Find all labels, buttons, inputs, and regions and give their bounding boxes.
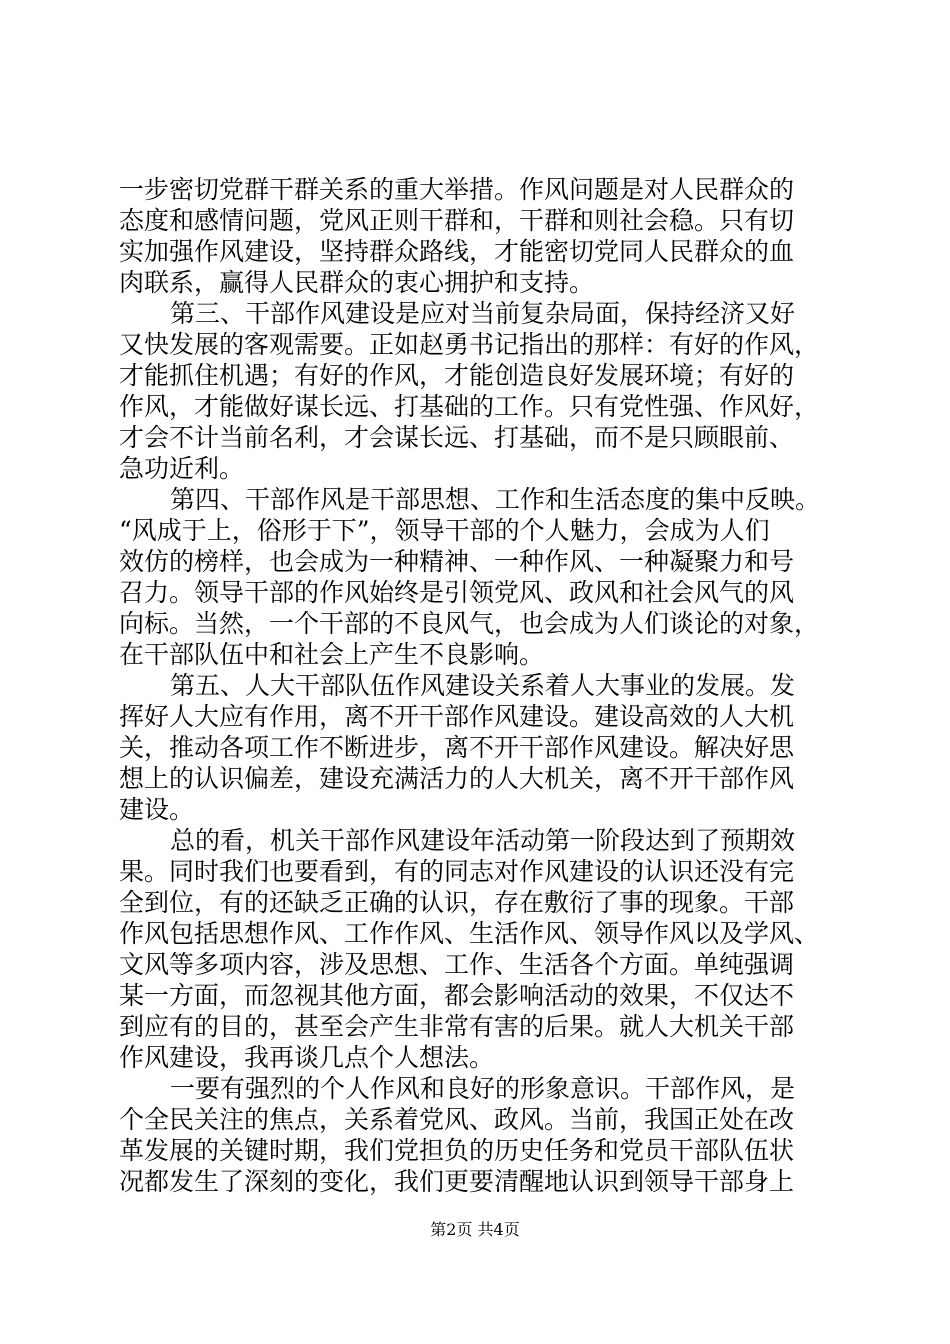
text-line: 到应有的目的，甚至会产生非常有害的后果。就人大机关干部 [119,1012,795,1041]
text-line: 文风等多项内容，涉及思想、工作、生活各个方面。单纯强调 [119,950,795,979]
text-line: 才能抓住机遇；有好的作风，才能创造良好发展环境；有好的 [119,361,795,390]
text-line: 况都发生了深刻的变化，我们更要清醒地认识到领导干部身上 [119,1167,795,1196]
text-line: 急功近利。 [119,454,245,483]
text-line: 才会不计当前名利，才会谋长远、打基础，而不是只顾眼前、 [119,423,795,452]
text-line: 在干部队伍中和社会上产生不良影响。 [119,640,545,669]
text-line: 实加强作风建设，坚持群众路线，才能密切党同人民群众的血 [119,237,795,266]
text-line: 建设。 [119,795,195,824]
document-body [119,173,841,1196]
text-line: 关，推动各项工作不断进步，离不开干部作风建设。解决好思 [119,733,795,762]
text-line: 全到位，有的还缺乏正确的认识，存在敷衍了事的现象。干部 [119,888,795,917]
text-line: 召力。领导干部的作风始终是引领党风、政风和社会风气的风 [119,578,795,607]
text-line: 效仿的榜样，也会成为一种精神、一种作风、一种凝聚力和号 [119,547,795,576]
paragraph-first-line: 一要有强烈的个人作风和良好的形象意识。干部作风，是 [170,1074,796,1103]
text-line: 作风包括思想作风、工作作风、生活作风、领导作风以及学风、 [119,919,820,948]
text-line: 作风建设，我再谈几点个人想法。 [119,1043,495,1072]
text-line: 某一方面，而忽视其他方面，都会影响活动的效果，不仅达不 [119,981,795,1010]
text-line: 革发展的关键时期，我们党担负的历史任务和党员干部队伍状 [119,1136,795,1165]
text-line: 作风，才能做好谋长远、打基础的工作。只有党性强、作风好， [119,392,820,421]
text-line: 挥好人大应有作用，离不开干部作风建设。建设高效的人大机 [119,702,795,731]
text-line: 个全民关注的焦点，关系着党风、政风。当前，我国正处在改 [119,1105,795,1134]
text-line: “风成于上，俗形于下”，领导干部的个人魅力，会成为人们 [119,516,770,545]
text-line: 果。同时我们也要看到，有的同志对作风建设的认识还没有完 [119,857,795,886]
text-line: 又快发展的客观需要。正如赵勇书记指出的那样：有好的作风， [119,330,820,359]
paragraph-first-line: 第三、干部作风建设是应对当前复杂局面，保持经济又好 [170,299,796,328]
paragraph-first-line: 第五、人大干部队伍作风建设关系着人大事业的发展。发 [170,671,796,700]
page-number-footer: 第2页 共4页 [430,1220,520,1239]
text-line: 一步密切党群干群关系的重大举措。作风问题是对人民群众的 [119,175,795,204]
text-line: 肉联系，赢得人民群众的衷心拥护和支持。 [119,268,595,297]
paragraph-first-line: 总的看，机关干部作风建设年活动第一阶段达到了预期效 [170,826,796,855]
paragraph-first-line: 第四、干部作风是干部思想、工作和生活态度的集中反映。 [170,485,821,514]
text-line: 态度和感情问题，党风正则干群和，干群和则社会稳。只有切 [119,206,795,235]
text-line: 想上的认识偏差，建设充满活力的人大机关，离不开干部作风 [119,764,795,793]
text-line: 向标。当然，一个干部的不良风气，也会成为人们谈论的对象， [119,609,820,638]
